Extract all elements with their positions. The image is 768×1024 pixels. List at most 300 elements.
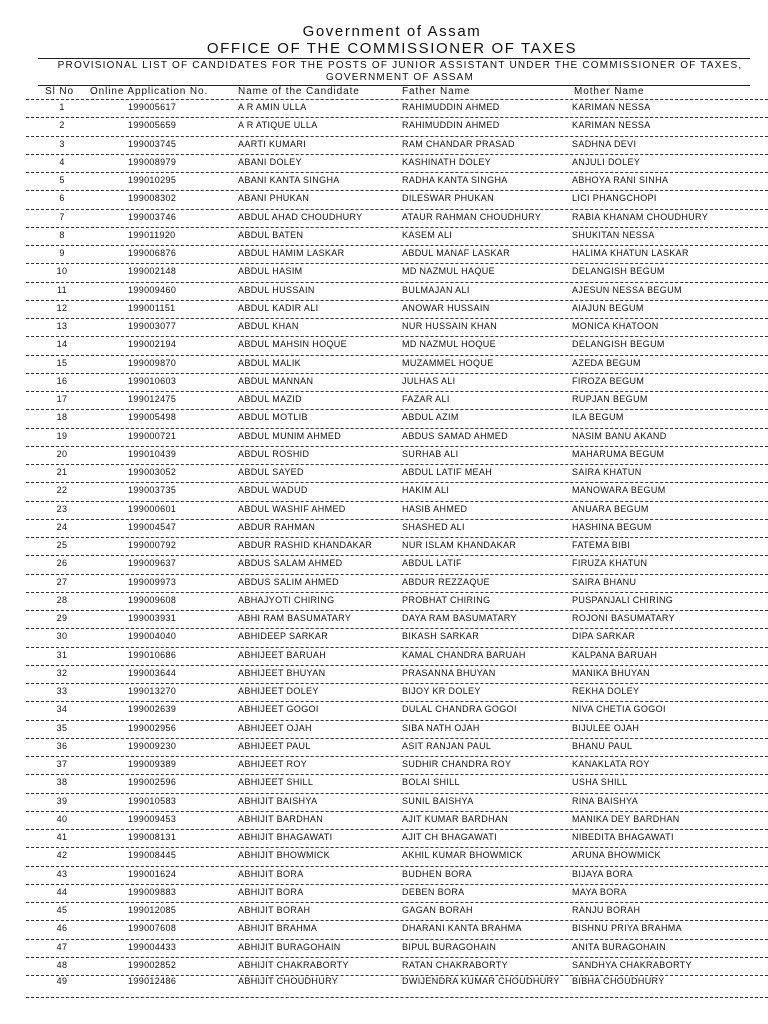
row-divider	[26, 738, 768, 739]
cell-father-name: MD NAZMUL HAQUE	[402, 266, 495, 277]
cell-father-name: NUR ISLAM KHANDAKAR	[402, 540, 517, 550]
cell-candidate-name: ABHIJIT BORA	[238, 868, 304, 879]
cell-candidate-name: ABDUL MOTLIB	[238, 412, 308, 423]
cell-candidate-name: ABHIJIT BURAGOHAIN	[238, 941, 341, 952]
cell-father-name: KASHINATH DOLEY	[402, 156, 492, 167]
cell-father-name: ABDUL LATIF	[402, 558, 462, 569]
cell-sl-no: 44	[56, 886, 68, 897]
table-row	[0, 901, 768, 919]
cell-mother-name: RABIA KHANAM CHOUDHURY	[572, 211, 709, 222]
cell-application-no: 199002194	[128, 339, 177, 350]
row-divider	[26, 501, 768, 502]
cell-application-no: 199012085	[128, 905, 177, 915]
cell-application-no: 199013270	[128, 686, 177, 696]
cell-application-no: 199009389	[128, 759, 177, 769]
cell-mother-name: REKHA DOLEY	[572, 686, 640, 696]
cell-mother-name: ANJULI DOLEY	[572, 156, 641, 167]
cell-application-no: 199003735	[128, 485, 177, 496]
cell-candidate-name: ABHIJEET ROY	[238, 759, 308, 769]
cell-application-no: 199004547	[128, 521, 177, 532]
row-divider	[26, 245, 768, 246]
table-row	[0, 883, 768, 901]
cell-application-no: 199009870	[128, 357, 177, 368]
cell-sl-no: 36	[56, 740, 68, 751]
cell-sl-no: 48	[56, 959, 68, 970]
cell-application-no: 199005498	[128, 412, 177, 423]
row-divider	[26, 537, 768, 538]
cell-application-no: 199006876	[128, 248, 177, 258]
column-header-candidate-name: Name of the Candidate	[238, 86, 360, 97]
row-divider	[26, 628, 768, 629]
cell-application-no: 199010583	[128, 795, 177, 806]
table-row	[0, 773, 768, 791]
cell-mother-name: RINA BAISHYA	[572, 795, 639, 806]
cell-candidate-name: ABDUR RAHMAN	[238, 521, 316, 532]
cell-application-no: 199008445	[128, 850, 177, 861]
row-divider	[26, 300, 768, 301]
cell-application-no: 199000601	[128, 503, 177, 514]
row-divider	[26, 154, 768, 155]
row-divider	[26, 519, 768, 520]
cell-application-no: 199005659	[128, 120, 177, 131]
cell-father-name: DAYA RAM BASUMATARY	[402, 613, 517, 623]
cell-mother-name: LICI PHANGCHOPI	[572, 193, 657, 204]
cell-father-name: RAHIMUDDIN AHMED	[402, 102, 500, 112]
row-divider	[26, 902, 768, 903]
cell-mother-name: DIPA SARKAR	[572, 631, 636, 642]
cell-sl-no: 34	[56, 704, 68, 715]
cell-application-no: 199004433	[128, 941, 177, 952]
cell-mother-name: KARIMAN NESSA	[572, 120, 651, 131]
cell-candidate-name: ABDUL KHAN	[238, 321, 299, 331]
cell-mother-name: KANAKLATA ROY	[572, 759, 650, 769]
table-row	[0, 208, 768, 226]
cell-mother-name: ROJONI BASUMATARY	[572, 613, 675, 623]
cell-sl-no: 30	[56, 631, 68, 642]
cell-sl-no: 11	[56, 284, 68, 295]
cell-father-name: DULAL CHANDRA GOGOI	[402, 704, 517, 715]
row-divider	[26, 555, 768, 556]
table-row	[0, 627, 768, 645]
cell-father-name: ABDUL LATIF MEAH	[402, 467, 493, 477]
table-row	[0, 281, 768, 299]
cell-sl-no: 17	[56, 394, 68, 404]
cell-mother-name: RANJU BORAH	[572, 905, 641, 915]
cell-sl-no: 20	[56, 448, 68, 459]
cell-father-name: RADHA KANTA SINGHA	[402, 175, 508, 185]
cell-sl-no: 19	[56, 430, 68, 441]
table-row	[0, 591, 768, 609]
row-divider	[26, 391, 768, 392]
cell-father-name: PROBHAT CHIRING	[402, 594, 491, 605]
table-row	[0, 463, 768, 481]
row-divider	[26, 209, 768, 210]
cell-father-name: KAMAL CHANDRA BARUAH	[402, 649, 526, 660]
cell-mother-name: AZEDA BEGUM	[572, 357, 641, 368]
cell-candidate-name: ABHIJEET DOLEY	[238, 686, 319, 696]
cell-application-no: 199008979	[128, 156, 177, 167]
list-subtitle: PROVISIONAL LIST OF CANDIDATES FOR THE POSTS OF JUNIOR ASSISTANT UNDER THE COMMISSIONER OF TAXES, GOVERNMENT OF ASSAM	[57, 60, 743, 83]
cell-sl-no: 42	[56, 850, 68, 861]
cell-candidate-name: ABANI KANTA SINGHA	[238, 175, 340, 185]
table-row	[0, 445, 768, 463]
cell-sl-no: 49	[56, 976, 68, 986]
cell-mother-name: FATEMA BIBI	[572, 540, 631, 550]
cell-sl-no: 5	[59, 175, 65, 185]
table-row	[0, 737, 768, 755]
cell-sl-no: 38	[56, 777, 68, 788]
cell-candidate-name: ABHIJEET BARUAH	[238, 649, 327, 660]
cell-sl-no: 8	[59, 229, 65, 240]
cell-candidate-name: ABDUL HASIM	[238, 266, 303, 277]
cell-mother-name: BIJULEE OJAH	[572, 722, 640, 733]
cell-mother-name: MANIKA BHUYAN	[572, 667, 650, 678]
cell-candidate-name: ABDUL WASHIF AHMED	[238, 503, 346, 514]
cell-candidate-name: ABDUL AHAD CHOUDHURY	[238, 211, 363, 222]
row-divider	[26, 847, 768, 848]
cell-mother-name: USHA SHILL	[572, 777, 628, 788]
cell-application-no: 199003745	[128, 138, 177, 149]
column-header-application-no: Online Application No.	[90, 86, 209, 97]
cell-mother-name: BISHNU PRIYA BRAHMA	[572, 923, 683, 934]
cell-mother-name: ILA BEGUM	[572, 412, 624, 423]
cell-mother-name: MAHARUMA BEGUM	[572, 448, 665, 459]
row-divider	[26, 665, 768, 666]
cell-application-no: 199005617	[128, 102, 177, 112]
table-row	[0, 956, 768, 974]
row-divider	[26, 336, 768, 337]
cell-mother-name: ANUARA BEGUM	[572, 503, 649, 514]
table-row	[0, 408, 768, 426]
cell-candidate-name: ABHIJIT CHOUDHURY	[238, 976, 339, 986]
cell-candidate-name: ABHIJIT BAISHYA	[238, 795, 318, 806]
table-row	[0, 335, 768, 353]
cell-father-name: NUR HUSSAIN KHAN	[402, 321, 498, 331]
cell-mother-name: SANDHYA CHAKRABORTY	[572, 959, 692, 970]
cell-sl-no: 3	[59, 138, 65, 149]
cell-father-name: RAM CHANDAR PRASAD	[402, 138, 515, 149]
cell-father-name: MD NAZMUL HOQUE	[402, 339, 496, 350]
row-divider	[26, 190, 768, 191]
cell-father-name: DILESWAR PHUKAN	[402, 193, 494, 204]
cell-sl-no: 45	[56, 905, 68, 915]
row-divider	[26, 428, 768, 429]
table-row	[0, 116, 768, 134]
cell-application-no: 199002956	[128, 722, 177, 733]
row-divider	[26, 592, 768, 593]
table-row	[0, 244, 768, 262]
cell-application-no: 199009637	[128, 558, 177, 569]
cell-candidate-name: ABHIJEET OJAH	[238, 722, 312, 733]
cell-father-name: RATAN CHAKRABORTY	[402, 959, 508, 970]
row-divider	[26, 172, 768, 173]
row-divider	[26, 227, 768, 228]
row-divider	[26, 829, 768, 830]
cell-application-no: 199003746	[128, 211, 177, 222]
table-row	[0, 354, 768, 372]
cell-mother-name: SAIRA BHANU	[572, 576, 637, 587]
table-row	[0, 846, 768, 864]
cell-application-no: 199004040	[128, 631, 177, 642]
cell-application-no: 199002596	[128, 777, 177, 788]
table-row	[0, 554, 768, 572]
cell-application-no: 199012486	[128, 976, 177, 986]
cell-application-no: 199003052	[128, 467, 177, 477]
cell-father-name: BIKASH SARKAR	[402, 631, 480, 642]
cell-candidate-name: ABDUS SALIM AHMED	[238, 576, 339, 587]
cell-application-no: 199009883	[128, 886, 177, 897]
column-header-sl-no: Sl No	[45, 86, 74, 97]
cell-father-name: ABDUR REZZAQUE	[402, 576, 490, 587]
cell-application-no: 199009973	[128, 576, 177, 587]
cell-father-name: DHARANI KANTA BRAHMA	[402, 923, 522, 934]
cell-father-name: MUZAMMEL HOQUE	[402, 357, 494, 368]
cell-application-no: 199008302	[128, 193, 177, 204]
cell-application-no: 199009230	[128, 740, 177, 751]
row-divider	[26, 774, 768, 775]
row-divider	[26, 720, 768, 721]
table-row	[0, 536, 768, 554]
cell-candidate-name: ABDUL MANNAN	[238, 375, 314, 386]
cell-father-name: SHASHED ALI	[402, 521, 465, 532]
cell-application-no: 199010686	[128, 649, 177, 660]
cell-application-no: 199009460	[128, 284, 177, 295]
cell-mother-name: MANIKA DEY BARDHAN	[572, 813, 680, 824]
row-divider	[26, 318, 768, 319]
cell-application-no: 199007608	[128, 923, 177, 934]
cell-application-no: 199002639	[128, 704, 177, 715]
cell-candidate-name: ABHI RAM BASUMATARY	[238, 613, 352, 623]
cell-sl-no: 16	[56, 375, 68, 386]
row-divider	[26, 446, 768, 447]
table-row	[0, 719, 768, 737]
row-divider	[26, 811, 768, 812]
cell-father-name: BIJOY KR DOLEY	[402, 686, 481, 696]
cell-candidate-name: ABHIDEEP SARKAR	[238, 631, 329, 642]
cell-mother-name: NIVA CHETIA GOGOI	[572, 704, 666, 715]
table-row	[0, 390, 768, 408]
cell-mother-name: BIBHA CHOUDHURY	[572, 976, 665, 986]
cell-candidate-name: ABDUL MALIK	[238, 357, 302, 368]
cell-application-no: 199001624	[128, 868, 177, 879]
cell-candidate-name: ABHIJEET BHUYAN	[238, 667, 326, 678]
table-row	[0, 682, 768, 700]
cell-application-no: 199000721	[128, 430, 177, 441]
cell-candidate-name: ABANI DOLEY	[238, 156, 302, 167]
cell-candidate-name: ABHIJIT BARDHAN	[238, 813, 324, 824]
cell-mother-name: MONICA KHATOON	[572, 321, 659, 331]
cell-candidate-name: ABDUL MAZID	[238, 394, 303, 404]
table-row	[0, 299, 768, 317]
cell-candidate-name: ABHAJYOTI CHIRING	[238, 594, 335, 605]
table-row	[0, 609, 768, 627]
cell-mother-name: FIROZA BEGUM	[572, 375, 645, 386]
cell-father-name: GAGAN BORAH	[402, 905, 473, 915]
cell-father-name: ABDUL AZIM	[402, 412, 459, 423]
cell-father-name: BIPUL BURAGOHAIN	[402, 941, 497, 952]
cell-father-name: PRASANNA BHUYAN	[402, 667, 496, 678]
cell-candidate-name: ABHIJIT BORA	[238, 886, 304, 897]
table-row	[0, 792, 768, 810]
table-row	[0, 573, 768, 591]
cell-sl-no: 31	[56, 649, 68, 660]
table-row	[0, 317, 768, 335]
row-divider	[26, 756, 768, 757]
cell-application-no: 199011920	[128, 229, 176, 240]
row-divider	[26, 793, 768, 794]
cell-mother-name: ABHOYA RANI SINHA	[572, 175, 669, 185]
cell-sl-no: 43	[56, 868, 68, 879]
table-row	[0, 189, 768, 207]
row-divider	[26, 482, 768, 483]
cell-father-name: KASEM ALI	[402, 229, 453, 240]
candidate-table	[0, 98, 768, 998]
cell-mother-name: SAIRA KHATUN	[572, 467, 642, 477]
row-divider	[26, 136, 768, 137]
cell-father-name: ABDUS SAMAD AHMED	[402, 430, 508, 441]
column-header-mother-name: Mother Name	[574, 86, 645, 97]
cell-application-no: 199009453	[128, 813, 177, 824]
table-row	[0, 518, 768, 536]
row-divider	[26, 282, 768, 283]
cell-mother-name: SHUKITAN NESSA	[572, 229, 655, 240]
cell-father-name: ABDUL MANAF LASKAR	[402, 248, 510, 258]
row-divider	[26, 574, 768, 575]
cell-father-name: AKHIL KUMAR BHOWMICK	[402, 850, 523, 861]
cell-sl-no: 47	[56, 941, 68, 952]
cell-father-name: BUDHEN BORA	[402, 868, 472, 879]
cell-mother-name: HALIMA KHATUN LASKAR	[572, 248, 689, 258]
cell-candidate-name: ABDUL HAMIM LASKAR	[238, 248, 345, 258]
cell-candidate-name: ABDUL KADIR ALI	[238, 302, 319, 313]
cell-sl-no: 28	[56, 594, 68, 605]
cell-father-name: JULHAS ALI	[402, 375, 456, 386]
cell-mother-name: PUSPANJALI CHIRING	[572, 594, 674, 605]
cell-sl-no: 27	[56, 576, 68, 587]
cell-father-name: AJIT CH BHAGAWATI	[402, 832, 497, 842]
table-row	[0, 664, 768, 682]
cell-father-name: HASIB AHMED	[402, 503, 468, 514]
cell-father-name: AJIT KUMAR BARDHAN	[402, 813, 509, 824]
cell-father-name: HAKIM ALI	[402, 485, 450, 496]
cell-father-name: RAHIMUDDIN AHMED	[402, 120, 500, 131]
cell-candidate-name: ABDUL MAHSIN HOQUE	[238, 339, 347, 350]
row-divider	[26, 355, 768, 356]
table-row	[0, 98, 768, 116]
cell-application-no: 199009608	[128, 594, 177, 605]
cell-candidate-name: ABHIJIT BHOWMICK	[238, 850, 330, 861]
cell-sl-no: 23	[56, 503, 68, 514]
cell-sl-no: 13	[56, 321, 68, 331]
cell-application-no: 199001151	[128, 302, 176, 313]
row-divider	[26, 610, 768, 611]
cell-mother-name: KALPANA BARUAH	[572, 649, 658, 660]
cell-application-no: 199002148	[128, 266, 177, 277]
cell-application-no: 199003077	[128, 321, 177, 331]
column-header-father-name: Father Name	[402, 86, 471, 97]
cell-sl-no: 6	[59, 193, 65, 204]
table-row	[0, 919, 768, 937]
cell-mother-name: BHANU PAUL	[572, 740, 633, 751]
cell-sl-no: 1	[59, 102, 65, 112]
table-row	[0, 700, 768, 718]
cell-candidate-name: ABHIJIT BRAHMA	[238, 923, 318, 934]
cell-application-no: 199003931	[128, 613, 177, 623]
row-divider	[26, 866, 768, 867]
cell-candidate-name: ABDUL WADUD	[238, 485, 308, 496]
cell-mother-name: BIJAYA BORA	[572, 868, 634, 879]
cell-father-name: SIBA NATH OJAH	[402, 722, 480, 733]
row-divider	[26, 920, 768, 921]
heading-divider-top	[38, 58, 750, 59]
row-divider	[26, 464, 768, 465]
cell-sl-no: 33	[56, 686, 68, 696]
table-row	[0, 938, 768, 956]
table-row	[0, 810, 768, 828]
row-divider	[26, 683, 768, 684]
table-row	[0, 135, 768, 153]
cell-mother-name: MANOWARA BEGUM	[572, 485, 666, 496]
row-divider	[26, 957, 768, 958]
table-row	[0, 755, 768, 773]
table-row	[0, 226, 768, 244]
table-row	[0, 646, 768, 664]
cell-sl-no: 32	[56, 667, 68, 678]
cell-candidate-name: ABHIJIT BORAH	[238, 905, 311, 915]
row-divider	[26, 99, 768, 100]
cell-mother-name: KARIMAN NESSA	[572, 102, 651, 112]
cell-candidate-name: ABDUL HUSSAIN	[238, 284, 315, 295]
cell-candidate-name: ABHIJEET GOGOI	[238, 704, 319, 715]
cell-sl-no: 18	[56, 412, 68, 423]
cell-candidate-name: ABDUR RASHID KHANDAKAR	[238, 540, 373, 550]
cell-sl-no: 25	[56, 540, 68, 550]
table-row	[0, 481, 768, 499]
cell-father-name: SUDHIR CHANDRA ROY	[402, 759, 512, 769]
cell-application-no: 199000792	[128, 540, 177, 550]
table-row	[0, 865, 768, 883]
cell-candidate-name: ABDUL ROSHID	[238, 448, 310, 459]
cell-sl-no: 10	[56, 266, 68, 277]
cell-candidate-name: A R AMIN ULLA	[238, 102, 307, 112]
cell-candidate-name: ABDUL SAYED	[238, 467, 304, 477]
row-divider	[26, 263, 768, 264]
row-divider	[26, 701, 768, 702]
cell-candidate-name: ABDUS SALAM AHMED	[238, 558, 343, 569]
row-divider	[26, 117, 768, 118]
cell-sl-no: 9	[59, 248, 65, 258]
cell-sl-no: 7	[59, 211, 65, 222]
cell-mother-name: FIRUZA KHATUN	[572, 558, 648, 569]
cell-sl-no: 37	[56, 759, 68, 769]
cell-sl-no: 41	[56, 832, 68, 842]
cell-mother-name: RUPJAN BEGUM	[572, 394, 648, 404]
cell-mother-name: ARUNA BHOWMICK	[572, 850, 661, 861]
row-divider	[26, 884, 768, 885]
cell-mother-name: NASIM BANU AKAND	[572, 430, 667, 441]
cell-sl-no: 15	[56, 357, 68, 368]
cell-candidate-name: ABANI PHUKAN	[238, 193, 310, 204]
cell-candidate-name: ABDUL MUNIM AHMED	[238, 430, 342, 441]
table-row	[0, 427, 768, 445]
cell-sl-no: 14	[56, 339, 68, 350]
cell-sl-no: 29	[56, 613, 68, 623]
row-divider	[26, 373, 768, 374]
cell-sl-no: 35	[56, 722, 68, 733]
cell-candidate-name: ABHIJIT CHAKRABORTY	[238, 959, 349, 970]
cell-application-no: 199010295	[128, 175, 177, 185]
cell-sl-no: 40	[56, 813, 68, 824]
